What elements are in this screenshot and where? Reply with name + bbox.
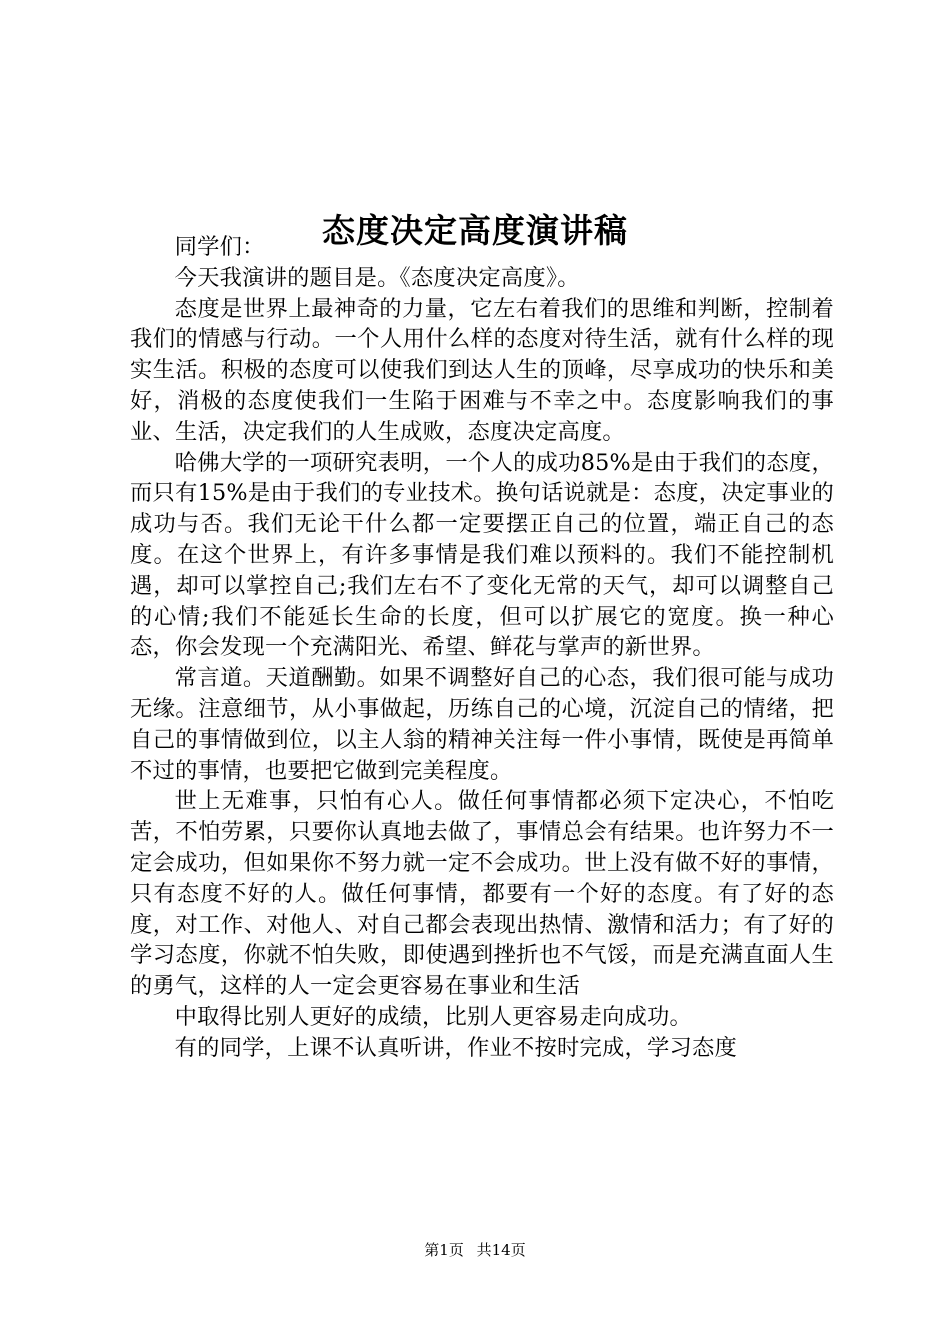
document-body (130, 232, 834, 1064)
page-number: 第1页 (424, 1241, 464, 1259)
paragraph-topic: 今天我演讲的题目是。《态度决定高度》。 (174, 264, 580, 291)
paragraph-greeting: 同学们： (174, 234, 265, 260)
document-title: 态度决定高度演讲稿 (322, 211, 628, 251)
paragraph: 中取得比别人更好的成绩，比别人更容易走向成功。 (174, 1003, 693, 1030)
paragraph: 有的同学，上课不认真听讲，作业不按时完成，学习态度 (174, 1034, 738, 1061)
paragraph: 哈佛大学的一项研究表明，一个人的成功85%是由于我们的态度，而只有15%是由于我们的专业技术。换句话说就是：态度，决定事业的成功与否。我们无论干什么都一定要摆正自己的位置，端正自己的态度。在这个世界上，有许多事情是我们难以预料的。我们不能控制机遇，却可以掌控自己;我们左右不了变化无常的天气，却可以调整自己的心情;我们不能延长生命的长度，但可以扩展它的宽度。换一种心态，你会发现一个充满阳光、希望、鲜花与掌声的新世界。 (130, 449, 834, 661)
page-total: 共14页 (476, 1241, 526, 1259)
paragraph: 世上无难事，只怕有心人。做任何事情都必须下定决心，不怕吃苦，不怕劳累，只要你认真地去做了，事情总会有结果。也许努力不一定会成功，但如果你不努力就一定不会成功。世上没有做不好的事情，只有态度不好的人。做任何事情，都要有一个好的态度。有了好的态度，对工作、对他人、对自己都会表现出热情、激情和活力；有了好的学习态度，你就不怕失败，即使遇到挫折也不气馁，而是充满直面人生的勇气，这样的人一定会更容易在事业和生活 (130, 788, 834, 1000)
paragraph: 常言道。天道酬勤。如果不调整好自己的心态，我们很可能与成功无缘。注意细节，从小事做起，历练自己的心境，沉淀自己的情绪，把自己的事情做到位，以主人翁的精神关注每一件小事情，既使是再简单不过的事情，也要把它做到完美程度。 (130, 665, 834, 784)
page-footer (0, 1240, 950, 1260)
paragraph: 态度是世界上最神奇的力量，它左右着我们的思维和判断，控制着我们的情感与行动。一个人用什么样的态度对待生活，就有什么样的现实生活。积极的态度可以使我们到达人生的顶峰，尽享成功的快乐和美好，消极的态度使我们一生陷于困难与不幸之中。态度影响我们的事业、生活，决定我们的人生成败，态度决定高度。 (130, 295, 834, 445)
